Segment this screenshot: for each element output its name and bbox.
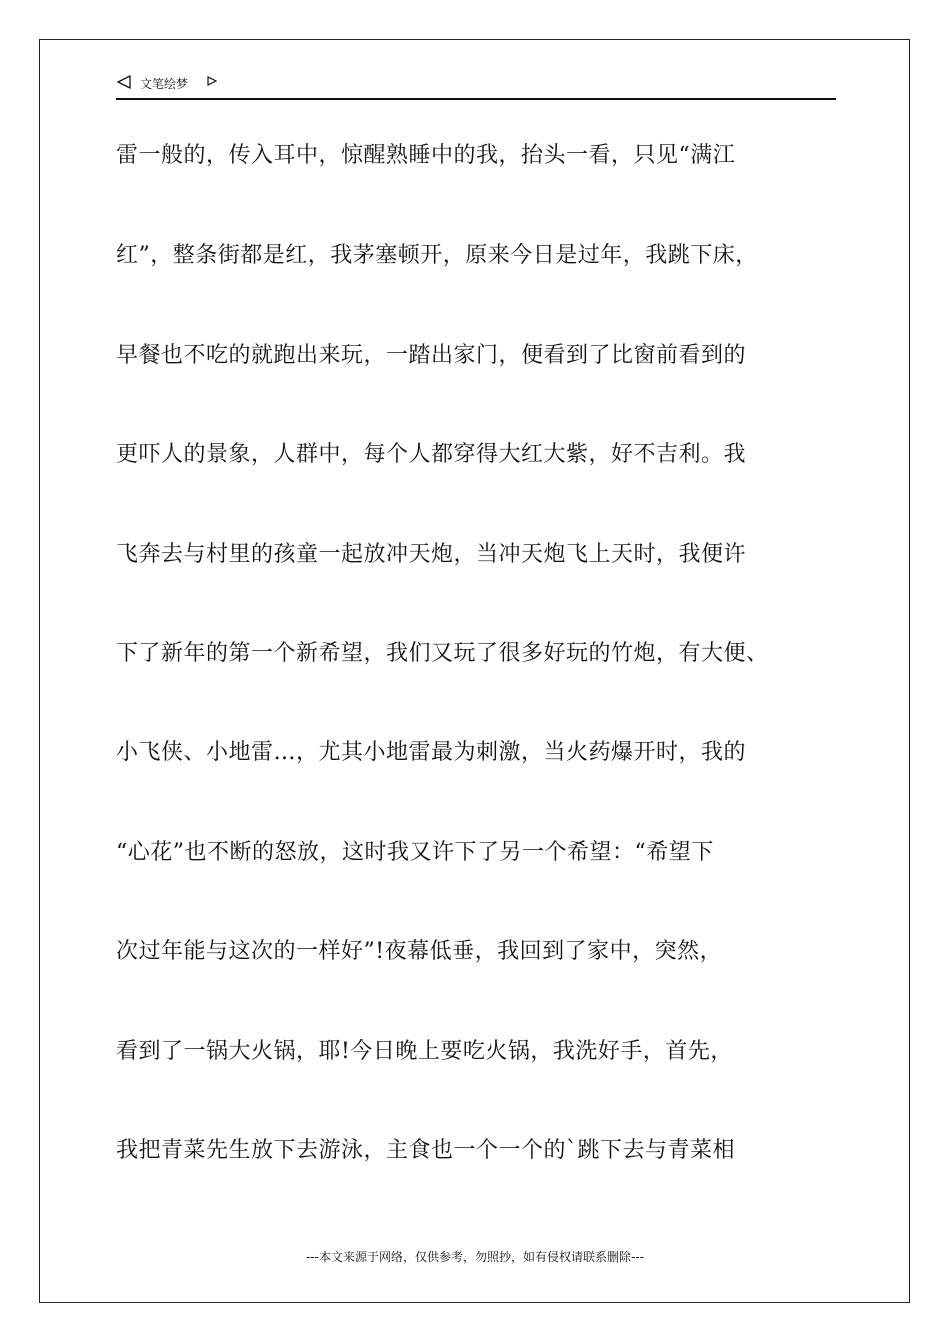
page-border [39,39,910,1303]
text-line: 更吓人的景象，人群中，每个人都穿得大红大紫，好不吉利。我 [116,442,747,467]
text-line: 飞奔去与村里的孩童一起放冲天炮，当冲天炮飞上天时，我便许 [116,542,747,567]
page-header [116,72,836,100]
text-line: 下了新年的第一个新希望，我们又玩了很多好玩的竹炮，有大便、 [116,641,769,666]
right-triangle-outline-icon [206,75,218,87]
text-line: “心花”也不断的怒放，这时我又许下了另一个希望：“希望下 [116,840,714,865]
text-line: 早餐也不吃的就跑出来玩，一踏出家门，便看到了比窗前看到的 [116,343,747,368]
page-footer: ---本文来源于网络，仅供参考，勿照抄，如有侵权请联系删除--- [306,1250,644,1264]
left-triangle-outline-icon [116,74,132,90]
header-title: 文笔绘梦 [140,77,189,91]
text-line: 雷一般的，传入耳中，惊醒熟睡中的我，抬头一看，只见“满江 [116,143,736,168]
text-line: 小飞侠、小地雷…，尤其小地雷最为刺激，当火药爆开时，我的 [116,740,747,765]
text-line: 次过年能与这次的一样好”!夜幕低垂，我回到了家中，突然， [116,939,723,964]
text-line: 红”，整条街都是红，我茅塞顿开，原来今日是过年，我跳下床， [116,243,758,268]
text-line: 我把青菜先生放下去游泳，主食也一个一个的`跳下去与青菜相 [116,1138,736,1163]
text-line: 看到了一锅大火锅，耶!今日晚上要吃火锅，我洗好手，首先， [116,1039,733,1064]
